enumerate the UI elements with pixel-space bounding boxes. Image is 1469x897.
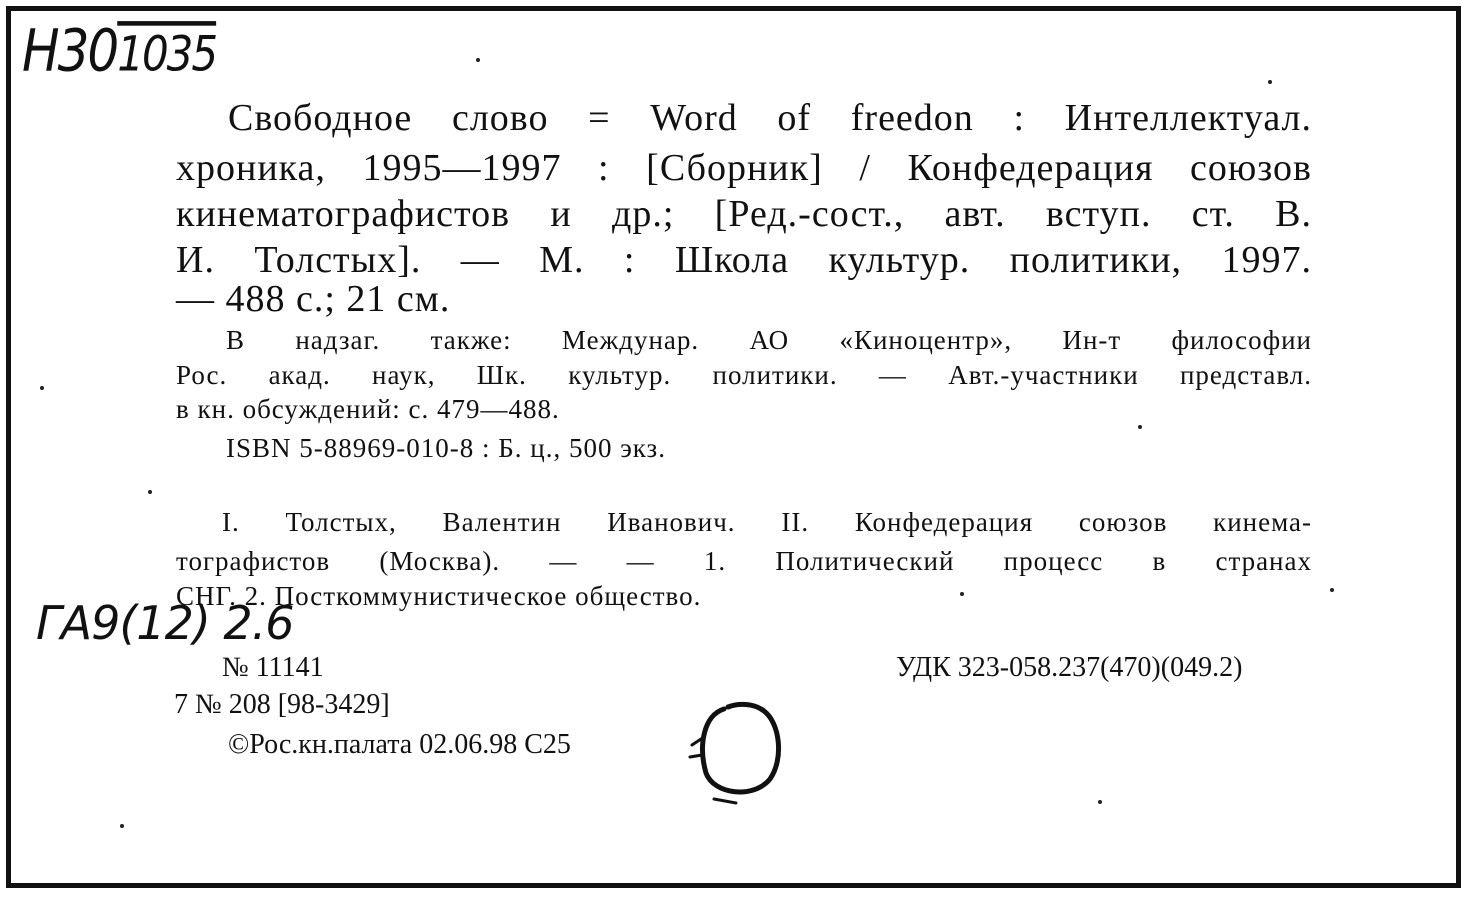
isbn-line: ISBN 5-88969-010-8 : Б. ц., 500 экз. xyxy=(226,433,666,463)
udk-code: УДК 323-058.237(470)(049.2) xyxy=(896,652,1243,683)
title-line-5: — 488 с.; 21 см. xyxy=(176,278,451,320)
title-line-1: Свободное слово = Word of freedon : Интеллектуал. xyxy=(228,97,1312,139)
note-line-2: Рос. акад. наук, Шк. культур. политики. — Авт.-участники представл. xyxy=(176,360,1312,390)
title-line-2: хроника, 1995—1997 : [Сборник] / Конфедерация союзов xyxy=(176,147,1312,189)
registration-number-2: 7 № 208 [98-3429] xyxy=(174,689,390,720)
speck xyxy=(960,592,964,596)
speck xyxy=(1098,800,1102,804)
speck xyxy=(120,824,124,828)
note-line-1: В надзаг. также: Междунар. АО «Киноцентр», Ин-т философии xyxy=(226,325,1312,355)
title-line-4: И. Толстых]. — М. : Школа культур. политики, 1997. xyxy=(176,239,1312,281)
registration-number: № 11141 xyxy=(222,652,324,683)
speck xyxy=(1330,588,1334,592)
handwritten-classification-mark: ГА9(12) 2.6 xyxy=(36,596,294,650)
speck xyxy=(1268,80,1272,84)
speck xyxy=(40,386,44,390)
inventory-fraction: 1035 xyxy=(117,25,217,83)
stamp-circle-mark xyxy=(684,695,794,807)
inventory-number: Н30 xyxy=(22,17,118,85)
title-line-3: кинематографистов и др.; [Ред.-сост., авт. вступ. ст. В. xyxy=(176,193,1312,235)
note-line-3: в кн. обсуждений: с. 479—488. xyxy=(176,394,560,424)
handwritten-inventory-number xyxy=(22,18,216,85)
tracing-line-3: СНГ. 2. Посткоммунистическое общество. xyxy=(176,581,702,611)
copyright-line: ©Рос.кн.палата 02.06.98 С25 xyxy=(228,729,571,760)
speck xyxy=(148,490,152,494)
speck xyxy=(1138,425,1142,429)
tracing-line-2: тографистов (Москва). — — 1. Политический процесс в странах xyxy=(176,546,1312,576)
tracing-line-1: I. Толстых, Валентин Иванович. II. Конфедерация союзов кинема- xyxy=(222,507,1312,537)
speck xyxy=(476,58,480,62)
